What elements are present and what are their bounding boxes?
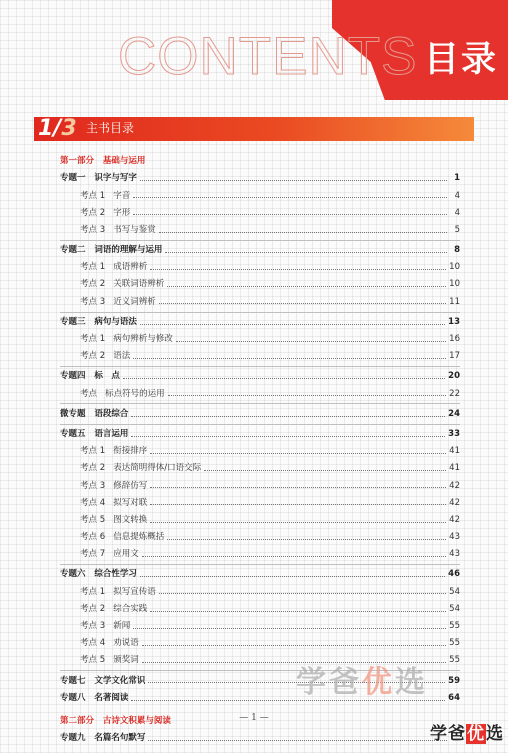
point-row[interactable] <box>60 529 460 546</box>
dot-leader <box>133 214 447 215</box>
dot-leader <box>159 593 446 594</box>
chapter-label: 专题七 <box>60 675 86 686</box>
page-ref: 20 <box>448 371 460 382</box>
page-ref: 4 <box>454 207 460 218</box>
dot-leader <box>167 286 446 287</box>
chapter-title: 病句与语法 <box>94 316 137 327</box>
chapter-label: 专题六 <box>60 569 86 580</box>
point-label: 考点 <box>80 388 98 399</box>
chapter-title: 名篇名句默写 <box>94 732 146 743</box>
point-label: 考点 2 <box>80 207 106 218</box>
watermark-small-text: 学爸 <box>430 724 466 744</box>
page-ref: 59 <box>448 675 460 686</box>
chapter-label: 专题八 <box>60 692 86 703</box>
point-title: 书写与鉴赏 <box>113 224 156 235</box>
point-row[interactable] <box>60 494 460 511</box>
page-ref: 41 <box>449 463 460 474</box>
chapter-title: 词语的理解与运用 <box>94 245 163 256</box>
divider <box>60 424 460 425</box>
section-title: 主书目录 <box>86 121 135 135</box>
chapter-row[interactable] <box>60 314 460 331</box>
point-row[interactable] <box>60 259 460 276</box>
dot-leader <box>140 576 445 577</box>
chapter-title: 标 点 <box>94 371 120 382</box>
page-ref: 42 <box>449 480 460 491</box>
chapter-title: 语言运用 <box>94 428 129 439</box>
dot-leader <box>140 180 447 181</box>
point-row[interactable] <box>60 546 460 563</box>
page-ref: 17 <box>449 351 460 362</box>
point-title: 图文转换 <box>113 514 148 525</box>
chapter-label: 专题二 <box>60 245 86 256</box>
point-title: 拟写对联 <box>113 497 148 508</box>
point-title: 信息提炼概括 <box>113 532 165 543</box>
point-label: 考点 3 <box>80 224 106 235</box>
watermark-large-tail: 选 <box>395 665 428 700</box>
dot-leader <box>150 453 446 454</box>
point-title: 应用文 <box>113 549 139 560</box>
point-title: 字形 <box>113 207 131 218</box>
divider <box>60 240 460 241</box>
dot-leader <box>167 539 446 540</box>
point-row[interactable] <box>60 293 460 310</box>
page-ref: 55 <box>449 655 460 666</box>
chapter-label: 微专题 <box>60 408 86 419</box>
dot-leader <box>123 378 445 379</box>
dot-leader <box>150 504 446 505</box>
dot-leader <box>168 395 447 396</box>
part-heading <box>60 153 460 170</box>
point-title: 衔接排序 <box>113 446 148 457</box>
point-label: 考点 6 <box>80 532 106 543</box>
point-row[interactable] <box>60 460 460 477</box>
dot-leader <box>133 628 446 629</box>
point-label: 考点 3 <box>80 621 106 632</box>
dot-leader <box>204 470 446 471</box>
point-label: 考点 5 <box>80 514 106 525</box>
chapter-title: 名著阅读 <box>94 692 129 703</box>
point-row[interactable] <box>60 601 460 618</box>
point-row[interactable] <box>60 348 460 365</box>
page-ref: 10 <box>449 279 460 290</box>
divider <box>60 403 460 404</box>
point-label: 考点 3 <box>80 296 106 307</box>
page-ref: 54 <box>449 603 460 614</box>
page-ref: 55 <box>449 638 460 649</box>
page-ref: 43 <box>449 532 460 543</box>
point-row[interactable] <box>60 204 460 221</box>
point-label: 考点 1 <box>80 446 106 457</box>
chapter-row[interactable] <box>60 730 460 747</box>
point-label: 考点 7 <box>80 549 106 560</box>
page-ref: 1 <box>454 173 460 184</box>
watermark-small-highlight: 优 <box>467 724 485 744</box>
page-ref: 43 <box>449 549 460 560</box>
point-label: 考点 1 <box>80 190 106 201</box>
chapter-title: 识字与写字 <box>94 173 137 184</box>
dot-leader <box>150 269 446 270</box>
point-title: 关联词语辨析 <box>113 279 165 290</box>
chapter-row[interactable] <box>60 426 460 443</box>
page-ref: 42 <box>449 514 460 525</box>
page-ref: 8 <box>454 245 460 256</box>
dot-leader <box>131 416 445 417</box>
watermark-small <box>430 726 504 743</box>
page-ref: 54 <box>449 586 460 597</box>
dot-leader <box>131 436 445 437</box>
part-title: 基础与运用 <box>102 156 146 167</box>
dot-leader <box>140 324 445 325</box>
point-title: 病句辨析与修改 <box>113 334 173 345</box>
point-row[interactable] <box>60 635 460 652</box>
chapter-title: 综合性学习 <box>94 569 137 580</box>
chapter-label: 专题九 <box>60 732 86 743</box>
watermark-large-text: 学爸 <box>296 665 362 700</box>
chapter-label: 专题三 <box>60 316 86 327</box>
page-ref: 42 <box>449 497 460 508</box>
point-label: 考点 2 <box>80 603 106 614</box>
chapter-title: 语段综合 <box>94 408 129 419</box>
point-title: 表达简明得体/口语交际 <box>113 463 202 474</box>
divider <box>60 564 460 565</box>
dot-leader <box>150 611 446 612</box>
dot-leader <box>133 197 447 198</box>
part-label: 第一部分 <box>60 156 95 167</box>
point-row[interactable] <box>60 187 460 204</box>
point-label: 考点 4 <box>80 497 106 508</box>
point-title: 修辞仿写 <box>113 480 148 491</box>
chapter-label: 专题一 <box>60 173 86 184</box>
page-ref: 10 <box>449 262 460 273</box>
table-of-contents <box>60 153 460 747</box>
point-title: 新闻 <box>113 621 131 632</box>
page-ref: 4 <box>454 190 460 201</box>
point-title: 语法 <box>113 351 131 362</box>
point-label: 考点 1 <box>80 262 106 273</box>
chapter-row[interactable] <box>60 405 460 422</box>
point-row[interactable] <box>60 276 460 293</box>
point-label: 考点 2 <box>80 463 106 474</box>
section-number-main: 1/ <box>38 116 62 141</box>
chapter-label: 专题四 <box>60 371 86 382</box>
point-label: 考点 2 <box>80 279 106 290</box>
page-ref: 41 <box>449 446 460 457</box>
point-row[interactable] <box>60 477 460 494</box>
point-title: 劝说语 <box>113 638 139 649</box>
page-ref: 55 <box>449 621 460 632</box>
contents-heading: CONTENTS <box>118 27 418 86</box>
part-label: 第二部分 <box>60 715 95 726</box>
point-title: 标点符号的运用 <box>105 388 165 399</box>
page-ref: 24 <box>448 408 460 419</box>
point-row[interactable] <box>60 331 460 348</box>
chapter-label: 专题五 <box>60 428 86 439</box>
chapter-row[interactable] <box>60 566 460 583</box>
dot-leader <box>148 740 447 741</box>
point-title: 拟写宣传语 <box>113 586 156 597</box>
point-label: 考点 4 <box>80 638 106 649</box>
watermark-large <box>296 665 428 700</box>
chapter-row[interactable] <box>60 170 460 187</box>
dot-leader <box>150 487 446 488</box>
divider <box>60 366 460 367</box>
page-ref: 64 <box>448 692 460 703</box>
point-title: 近义词辨析 <box>113 296 156 307</box>
dot-leader <box>165 252 447 253</box>
point-row[interactable] <box>60 443 460 460</box>
page-ref: 46 <box>448 569 460 580</box>
point-row[interactable] <box>60 618 460 635</box>
corner-title: 目录 <box>423 40 498 80</box>
dot-leader <box>142 645 446 646</box>
page-ref: 5 <box>454 224 460 235</box>
dot-leader <box>159 303 446 304</box>
point-title: 字音 <box>113 190 131 201</box>
point-row[interactable] <box>60 222 460 239</box>
page-ref: 13 <box>448 316 460 327</box>
point-row[interactable] <box>60 385 460 402</box>
point-title: 颁奖词 <box>113 655 139 666</box>
point-label: 考点 5 <box>80 655 106 666</box>
dot-leader <box>150 522 446 523</box>
dot-leader <box>159 232 447 233</box>
point-label: 考点 1 <box>80 334 106 345</box>
watermark-large-highlight: 优 <box>362 665 395 700</box>
dot-leader <box>176 341 446 342</box>
divider <box>60 312 460 313</box>
dot-leader <box>142 556 446 557</box>
chapter-title: 文学文化常识 <box>94 675 146 686</box>
page-ref: 16 <box>449 334 460 345</box>
point-row[interactable] <box>60 512 460 529</box>
page-ref: 33 <box>448 428 460 439</box>
point-title: 成语辨析 <box>113 262 148 273</box>
section-number-tail: 3 <box>61 116 77 141</box>
chapter-row[interactable] <box>60 368 460 385</box>
section-number <box>38 118 77 140</box>
dot-leader <box>142 662 446 663</box>
part-title: 古诗文积累与阅读 <box>102 715 171 726</box>
page-number: — 1 — <box>239 713 269 723</box>
watermark-small-tail: 选 <box>486 724 504 744</box>
point-row[interactable] <box>60 583 460 600</box>
dot-leader <box>133 358 446 359</box>
point-label: 考点 1 <box>80 586 106 597</box>
page-ref: 11 <box>449 296 460 307</box>
point-label: 考点 2 <box>80 351 106 362</box>
page-ref: 22 <box>449 388 460 399</box>
chapter-row[interactable] <box>60 242 460 259</box>
point-title: 综合实践 <box>113 603 148 614</box>
point-label: 考点 3 <box>80 480 106 491</box>
